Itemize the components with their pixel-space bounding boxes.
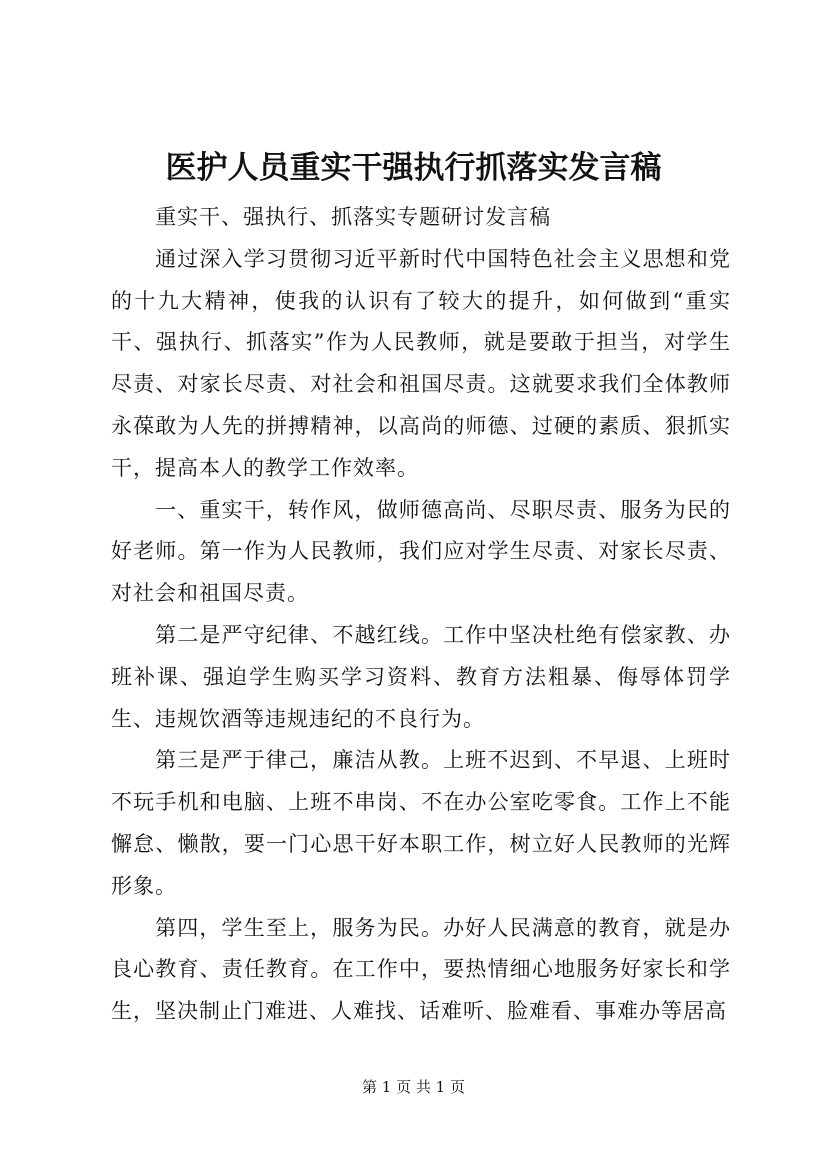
paragraph: 第四，学生至上，服务为民。办好人民满意的教育，就是办良心教育、责任教育。在工作中，要热情细心地服务好家长和学生，坚决制止门难进、人难找、话难听、脸难看、事难办等居高 bbox=[111, 915, 731, 1024]
document-title: 医护人员重实干强执行抓落实发言稿 bbox=[165, 150, 662, 186]
paragraph: 通过深入学习贯彻习近平新时代中国特色社会主义思想和党的十九大精神，使我的认识有了较大的提升，如何做到“重实干、强执行、抓落实”作为人民教师，就是要敢于担当，对学生尽责、对家长尽责、对社会和祖国尽责。这就要求我们全体教师永葆敢为人先的拼搏精神，以高尚的师德、过硬的素质、狠抓实干，提高本人的教学工作效率。 bbox=[111, 246, 731, 480]
paragraph: 第二是严守纪律、不越红线。工作中坚决杜绝有偿家教、办班补课、强迫学生购买学习资料、教育方法粗暴、侮辱体罚学生、违规饮酒等违规违纪的不良行为。 bbox=[111, 622, 731, 731]
page-footer: 第 1 页 共 1 页 bbox=[362, 1078, 465, 1096]
paragraph-subtitle: 重实干、强执行、抓落实专题研讨发言稿 bbox=[155, 205, 552, 229]
document-body bbox=[111, 197, 731, 1033]
paragraph: 一、重实干，转作风，做师德高尚、尽职尽责、服务为民的好老师。第一作为人民教师，我们应对学生尽责、对家长尽责、对社会和祖国尽责。 bbox=[111, 497, 731, 606]
paragraph: 第三是严于律己，廉洁从教。上班不迟到、不早退、上班时不玩手机和电脑、上班不串岗、不在办公室吃零食。工作上不能懈怠、懒散，要一门心思干好本职工作，树立好人民教师的光辉形象。 bbox=[111, 748, 731, 898]
